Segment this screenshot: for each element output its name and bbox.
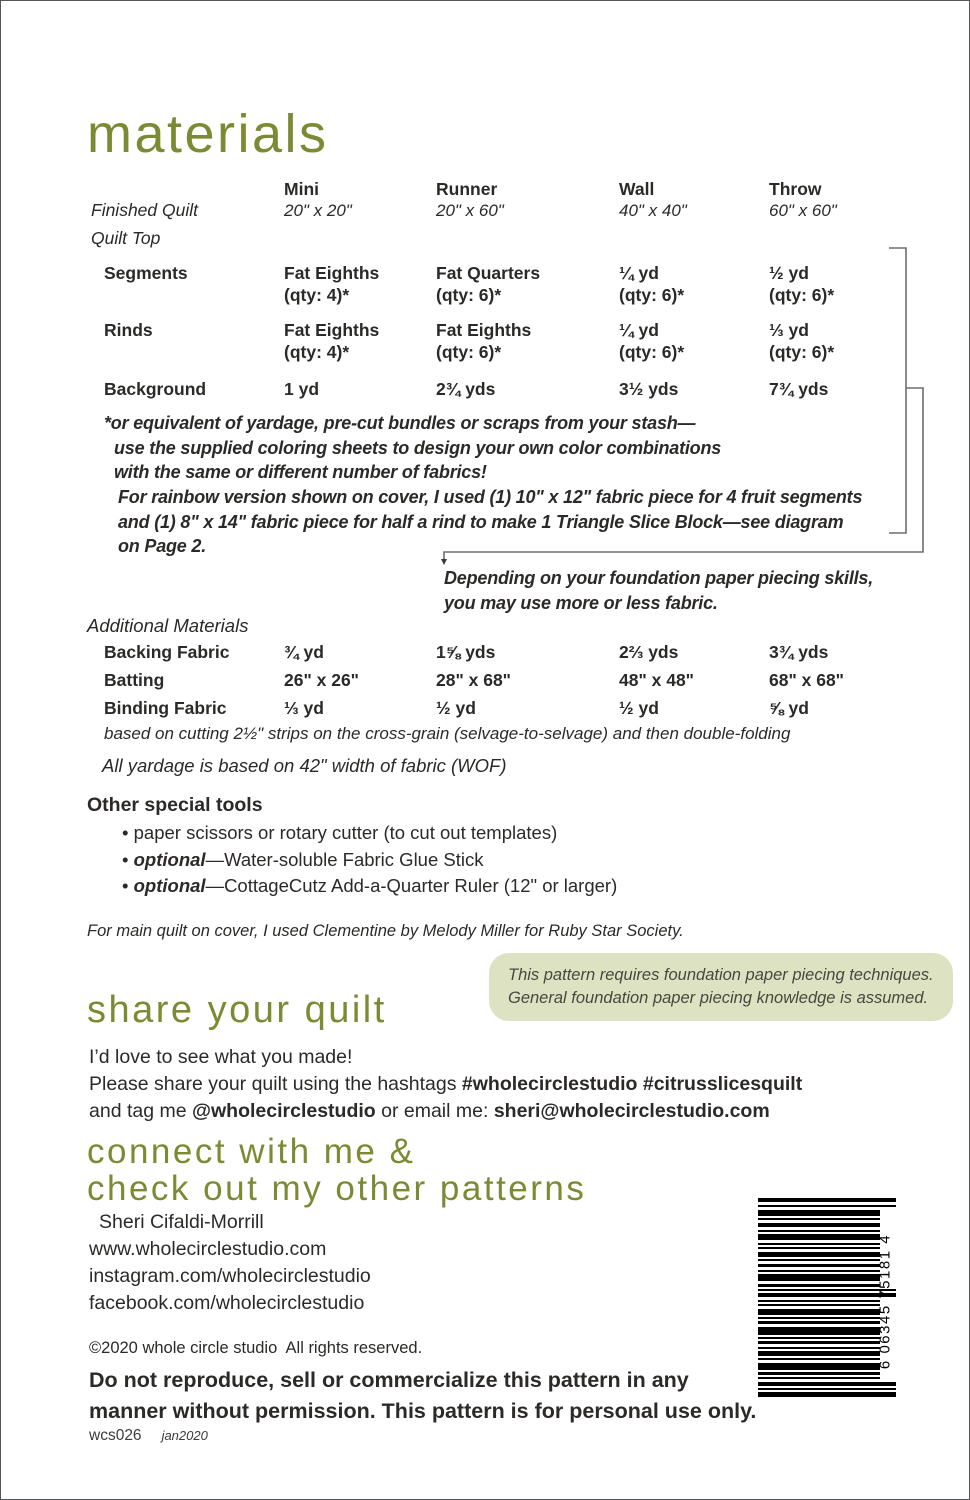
col-header-runner bbox=[436, 179, 619, 221]
cover-fabric-note: For main quilt on cover, I used Clementine by Melody Miller for Ruby Star Society. bbox=[87, 922, 684, 940]
cell-value: ½ yd bbox=[436, 698, 476, 718]
share-line-3-text: and tag me bbox=[89, 1100, 192, 1122]
cell-value: 1⅝ yds bbox=[436, 642, 496, 662]
col-size: 20" x 60" bbox=[436, 201, 504, 220]
col-size: 60" x 60" bbox=[769, 201, 837, 220]
callout-line: This pattern requires foundation paper piecing techniques. bbox=[508, 966, 934, 984]
cell-line2: (qty: 6)* bbox=[769, 284, 835, 305]
col-name: Throw bbox=[769, 179, 822, 199]
share-your-quilt-heading: share your quilt bbox=[87, 989, 387, 1031]
email-address: sheri@wholecirclestudio.com bbox=[493, 1100, 770, 1122]
share-line-2-text: Please share your quilt using the hashtags bbox=[89, 1073, 462, 1095]
share-line-2 bbox=[89, 1071, 802, 1098]
col-name: Wall bbox=[619, 179, 655, 199]
connect-heading bbox=[87, 1133, 586, 1207]
list-item: • paper scissors or rotary cutter (to cut out templates) bbox=[122, 822, 558, 843]
col-size: 20" x 20" bbox=[284, 201, 352, 220]
quilt-top-label: Quilt Top bbox=[91, 228, 161, 248]
cell-line1: Fat Eighths bbox=[284, 320, 380, 340]
foundation-skills-note bbox=[444, 566, 873, 615]
note-line: Depending on your foundation paper piecing skills, bbox=[444, 568, 874, 588]
cell-value: 2¾ yds bbox=[436, 379, 496, 399]
instagram-url: instagram.com/wholecirclestudio bbox=[89, 1265, 371, 1287]
yardage-note: All yardage is based on 42" width of fabric (WOF) bbox=[102, 755, 507, 776]
cell-line1: ¼ yd bbox=[619, 263, 659, 283]
col-size: 40" x 40" bbox=[619, 201, 687, 220]
cell-value: 1 yd bbox=[284, 379, 320, 399]
share-line-3-mid: or email me: bbox=[375, 1100, 494, 1122]
row-label: Binding Fabric bbox=[104, 698, 227, 718]
note-line: you may use more or less fabric. bbox=[444, 592, 718, 613]
row-label: Background bbox=[104, 379, 207, 399]
facebook-url: facebook.com/wholecirclestudio bbox=[89, 1292, 365, 1314]
cell-value: 7¾ yds bbox=[769, 379, 829, 399]
cell-line2: (qty: 4)* bbox=[284, 284, 350, 305]
tools-list bbox=[122, 820, 617, 900]
cell-line1: ¼ yd bbox=[619, 320, 659, 340]
list-item: • optional—Water-soluble Fabric Glue Stick bbox=[122, 848, 484, 870]
note-line: For rainbow version shown on cover, I used (1) 10" x 12" fabric piece for 4 fruit segments bbox=[118, 487, 863, 507]
connect-heading-line2: check out my other patterns bbox=[87, 1169, 587, 1208]
cell-value: 2⅔ yds bbox=[619, 642, 679, 662]
note-line: *or equivalent of yardage, pre-cut bundles or scraps from your stash— bbox=[104, 413, 696, 433]
cell-line2: (qty: 4)* bbox=[284, 341, 350, 362]
cell-value: 48" x 48" bbox=[619, 670, 694, 690]
legal-line: Do not reproduce, sell or commercialize this pattern in any bbox=[89, 1368, 689, 1392]
rainbow-version-note bbox=[118, 485, 862, 559]
copyright-line: ©2020 whole circle studio All rights reserved. bbox=[89, 1339, 423, 1357]
col-header-mini bbox=[284, 179, 436, 221]
note-line: on Page 2. bbox=[118, 536, 207, 556]
sku-code: wcs026 bbox=[89, 1427, 142, 1444]
cell-line1: Fat Eighths bbox=[284, 263, 380, 283]
asterisk-note bbox=[104, 411, 722, 485]
row-label: Rinds bbox=[104, 320, 153, 340]
hashtags: #wholecirclestudio #citrusslicesquilt bbox=[461, 1073, 803, 1095]
cell-line1: Fat Eighths bbox=[436, 320, 532, 340]
connect-heading-line1: connect with me & bbox=[87, 1132, 416, 1171]
additional-materials-heading: Additional Materials bbox=[87, 615, 249, 636]
materials-table-header bbox=[91, 179, 921, 221]
additional-materials-table bbox=[91, 642, 921, 726]
callout-line: General foundation paper piecing knowledge is assumed. bbox=[508, 988, 929, 1007]
table-row-background bbox=[91, 379, 921, 401]
instagram-handle: @wholecirclestudio bbox=[191, 1100, 376, 1122]
cell-line1: Fat Quarters bbox=[436, 263, 541, 283]
cell-value: ⅓ yd bbox=[284, 698, 324, 718]
cell-line2: (qty: 6)* bbox=[436, 284, 502, 305]
cell-line2: (qty: 6)* bbox=[436, 341, 502, 362]
list-item: • optional—CottageCutz Add-a-Quarter Ruler (12" or larger) bbox=[122, 875, 618, 896]
tool-text: —Water-soluble Fabric Glue Stick bbox=[205, 848, 484, 870]
tool-text: paper scissors or rotary cutter (to cut out templates) bbox=[133, 822, 558, 843]
col-header-throw bbox=[769, 179, 919, 221]
tools-heading: Other special tools bbox=[87, 794, 263, 816]
table-row-backing bbox=[91, 642, 921, 670]
row-label: Batting bbox=[104, 670, 165, 690]
legal-notice bbox=[89, 1365, 756, 1426]
cell-value: 26" x 26" bbox=[284, 670, 359, 690]
tool-optional-label: optional bbox=[133, 848, 206, 870]
col-name: Mini bbox=[284, 179, 319, 199]
cell-value: 28" x 68" bbox=[436, 670, 511, 690]
tool-optional-label: optional bbox=[133, 875, 206, 896]
table-row-rinds bbox=[91, 320, 921, 363]
share-line-3 bbox=[89, 1098, 770, 1125]
table-row-batting bbox=[91, 670, 921, 698]
cell-value: 68" x 68" bbox=[769, 670, 844, 690]
sku-line bbox=[89, 1427, 208, 1445]
cell-value: ½ yd bbox=[619, 698, 659, 718]
tool-text: —CottageCutz Add-a-Quarter Ruler (12" or larger) bbox=[205, 875, 618, 896]
cell-value: ¾ yd bbox=[284, 642, 324, 662]
finished-quilt-label-cell bbox=[91, 179, 284, 221]
author-name: Sheri Cifaldi-Morrill bbox=[99, 1211, 264, 1233]
cell-line1: ⅓ yd bbox=[769, 320, 809, 340]
binding-note: based on cutting 2½" strips on the cross-grain (selvage-to-selvage) and then double-folding bbox=[104, 724, 791, 743]
cell-line2: (qty: 6)* bbox=[619, 284, 685, 305]
cell-value: 3½ yds bbox=[619, 379, 679, 399]
materials-table bbox=[91, 179, 921, 401]
contact-info bbox=[89, 1209, 371, 1317]
cell-line2: (qty: 6)* bbox=[619, 341, 685, 362]
col-header-wall bbox=[619, 179, 769, 221]
legal-line: manner without permission. This pattern is for personal use only. bbox=[89, 1398, 757, 1423]
pattern-date: jan2020 bbox=[161, 1428, 208, 1443]
table-row-binding bbox=[91, 698, 921, 726]
cell-line1: ½ yd bbox=[769, 263, 809, 283]
website-url: www.wholecirclestudio.com bbox=[89, 1238, 327, 1260]
cell-value: 3¾ yds bbox=[769, 642, 829, 662]
share-line-1: I’d love to see what you made! bbox=[89, 1046, 353, 1068]
finished-quilt-label: Finished Quilt bbox=[91, 200, 198, 220]
cell-value: ⅝ yd bbox=[769, 698, 809, 718]
row-label: Backing Fabric bbox=[104, 642, 230, 662]
barcode-number: 6 06345 75181 4 bbox=[876, 1233, 894, 1370]
materials-heading: materials bbox=[87, 104, 329, 164]
foundation-piecing-callout bbox=[489, 953, 953, 1021]
col-name: Runner bbox=[436, 179, 498, 199]
table-row-segments bbox=[91, 263, 921, 306]
row-label: Segments bbox=[104, 263, 188, 283]
note-line: and (1) 8" x 14" fabric piece for half a rind to make 1 Triangle Slice Block—see diagram bbox=[118, 511, 844, 532]
note-line: with the same or different number of fabrics! bbox=[114, 462, 487, 482]
cell-line2: (qty: 6)* bbox=[769, 341, 835, 362]
note-line: use the supplied coloring sheets to design your own color combinations bbox=[114, 437, 722, 458]
